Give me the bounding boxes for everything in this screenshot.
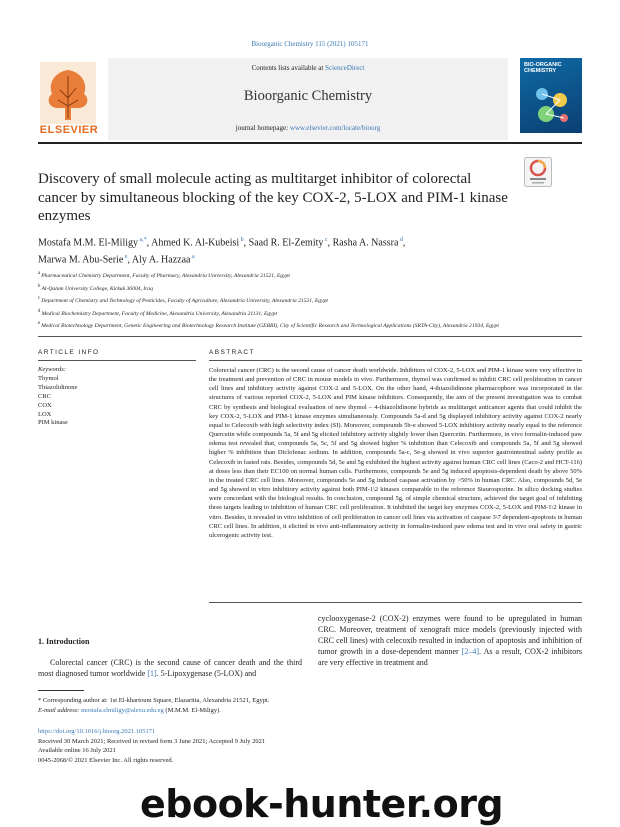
keywords-label: Keywords: bbox=[38, 366, 66, 373]
homepage-link[interactable]: www.elsevier.com/locate/bioorg bbox=[289, 124, 381, 132]
doi-link[interactable]: https://doi.org/10.1016/j.bioorg.2021.105171 bbox=[38, 728, 156, 735]
author-affiliation-marker[interactable]: d bbox=[398, 237, 403, 243]
introduction-heading: 1. Introduction bbox=[38, 637, 90, 646]
affiliation-divider bbox=[38, 336, 582, 337]
check-for-updates-icon[interactable] bbox=[524, 157, 552, 187]
watermark-text: ebook-hunter.org bbox=[140, 782, 504, 826]
copyright: 0045-2068/© 2021 Elsevier Inc. All rights reserved. bbox=[38, 756, 174, 764]
citation-link[interactable]: [2–4] bbox=[461, 647, 480, 656]
keywords-list bbox=[38, 375, 198, 428]
publication-info bbox=[38, 727, 438, 765]
keyword: LOX bbox=[38, 410, 52, 418]
author-separator: , bbox=[327, 237, 333, 249]
keyword: Thiazolidinone bbox=[38, 383, 78, 391]
affiliation-marker: b bbox=[38, 283, 42, 289]
elsevier-tree-logo-icon bbox=[38, 60, 98, 126]
affiliation: $^a$ Pharmaceutical Chemistry Department, Faculty of Pharmacy, Alexandria University, Alexandria 21521, Egypt bbox=[38, 271, 290, 279]
affiliation: $^b$ Al-Qalam University College, Kirkuk 36004, Iraq bbox=[38, 283, 153, 292]
author-separator: , bbox=[402, 237, 406, 249]
intro-paragraph-right: cyclooxygenase-2 (COX-2) enzymes were found to be upregulated in human CRC. Moreover, treatment of xenograft mice models (previously injected with CRC cell lines) with celecoxib resulted in induction of apoptosis and inhibition of tumor growth in a dose-dependent manner [2–4]. As a result, COX-2 inhibitors are very effective in treatment and bbox=[318, 614, 582, 667]
keyword: Thymol bbox=[38, 374, 59, 382]
header-divider bbox=[38, 142, 582, 144]
keyword: PIM kinase bbox=[38, 419, 68, 427]
corresponding-footnote bbox=[38, 696, 518, 715]
corresponding-address: * Corresponding author at: 1st El-khartoum Square, Elazaritta, Alexandria 21521, Egypt. bbox=[38, 697, 270, 704]
article-info-heading: ARTICLE INFO bbox=[38, 349, 100, 356]
citation-link[interactable]: [1] bbox=[147, 669, 157, 678]
journal-cover bbox=[520, 58, 582, 133]
author-separator: , bbox=[146, 237, 152, 249]
sciencedirect-link[interactable]: ScienceDirect bbox=[325, 64, 365, 72]
available-online: Available online 16 July 2021 bbox=[38, 747, 116, 754]
keyword: CRC bbox=[38, 392, 52, 400]
author-separator: , bbox=[243, 237, 249, 249]
journal-title: Bioorganic Chemistry bbox=[243, 88, 373, 104]
abstract-heading: ABSTRACT bbox=[209, 349, 255, 356]
article-info-divider bbox=[38, 360, 196, 361]
affiliation-list bbox=[38, 269, 582, 332]
author-separator: , bbox=[127, 254, 132, 266]
cover-title: BIO-ORGANIC CHEMISTRY bbox=[524, 62, 562, 74]
author-list bbox=[38, 233, 578, 268]
homepage-line: journal homepage: www.elsevier.com/locate/bioorg bbox=[235, 124, 381, 132]
abstract-text: Colorectal cancer (CRC) is the second cause of cancer death worldwide. Inhibitors of COX-2, 5-LOX and PIM-1 kinase were very effective in the treatment and prevention of CRC in mouse models in vivo. Furthermore, thymol was confirmed to inhibit CRC cell proliferation in cancer cell lines and inhibitory activity against COX-2 and 5-LOX. On the other hand, 4-thiazolidinone pharmacophore was incorporated in the structures of various reported COX-2, 5-LOX and PIM kinase inhibitors. Consequently, the aim of the present investigation was to combat CRC by synthesis and biological evaluation of new thymol – 4-thiazolidinone hybrids as multitarget anticancer agents that could inhibit the key COX-2, 5-LOX and PIM-1 kinase enzymes simultaneously. Compounds 5a-d and 5g displayed inhibitory activity against COX-2 nearly equal to Celecoxib with high selectivity index (SI). Moreover, compounds 5b-e showed 5-LOX inhibitory activity nearly equal to the reference Quercetin while compounds 5a, 5f and 5g elicited inhibitory activity slightly lower than Quercetin. Furthermore, in vivo formalin-induced paw edema test revealed that, compounds 5a, 5c, 5f and 5g showed higher % inhibition than Celecoxib and compounds 5a, 5f and 5g showed higher % inhibition than Diclofenac sodium. In addition, compounds 5a-c, 5e-g showed in vivo superior gastrointestinal safety profile as Celecoxib in fasted rats. Besides, compounds 5d, 5e and 5g exhibited the highest activity against human CRC cell lines (Caco-2 and HCT-116) at doses less than their EC100 on normal human cells. Furthermore, compounds 5e and 5g induced apoptosis-dependent death by above 50% in the treated CRC cell lines. Moreover, compounds 5e and 5g induced caspase activation by >50% in human CRC. Also, compounds 5d, 5e and 5g showed in vitro inhibitory activity against both PIM-1\2 kinases comparable to the reference Staurosporine. In silico docking studies were concordant with the biological results. In conclusion, compound 5g, of simple chemical structure, achieved the target goal of inhibiting three targets leading to inhibition of human CRC cell proliferation. It inhibited the target key enzymes COX-2, 5-LOX and PIM-1\2 kinase in vitro. Besides, it revealed in vitro inhibition of cell proliferation in cancer cell lines via activation of caspase 3\7 dependent-apoptosis in human CRC cell lines. In addition, it elicited in vivo anti-inflammatory activity in formalin-induced paw edema test and in vivo oral safety in gastric ulcerogenic activity test. bbox=[209, 367, 582, 539]
molecule-art-icon bbox=[528, 80, 574, 126]
affiliation: $^e$ Medical Biotechnology Department, Genetic Engineering and Biotechnology Research Institute (GEBRI), City of Scientific Research and Technological Applications (SRTA-City), Alexandria 21934, Egypt bbox=[38, 321, 499, 330]
author-affiliation-marker[interactable]: e bbox=[123, 254, 128, 261]
author-name: Rasha A. Nassra bbox=[332, 237, 399, 249]
affiliation-marker: c bbox=[38, 296, 42, 302]
journal-masthead bbox=[38, 58, 582, 140]
author-name: Mostafa M.M. El-Miligy bbox=[38, 237, 138, 249]
affiliation-marker: e bbox=[38, 321, 42, 327]
email-line: E-mail address: mostafa.elmiligy@alexu.edu.eg (M.M.M. El-Miligy). bbox=[38, 706, 221, 714]
masthead-center bbox=[108, 58, 508, 140]
footnote-divider bbox=[38, 690, 84, 691]
author-affiliation-marker[interactable]: b bbox=[239, 237, 244, 243]
affiliation: $^d$ Medical Biochemistry Department, Faculty of Medicine, Alexandria University, Alexandria 21131, Egypt bbox=[38, 308, 278, 317]
author-name: Ahmed K. Al-Kubeisi bbox=[151, 237, 240, 249]
elsevier-logo-text: ELSEVIER bbox=[39, 124, 99, 136]
keywords-block bbox=[38, 366, 198, 428]
author-affiliation-marker[interactable]: a bbox=[190, 254, 195, 261]
email-link[interactable]: mostafa.elmiligy@alexu.edu.eg bbox=[81, 706, 164, 714]
author-name: Aly A. Hazzaa bbox=[131, 254, 191, 266]
affiliation-marker: a bbox=[38, 271, 42, 276]
abstract-end-divider bbox=[209, 602, 582, 603]
intro-paragraph-left: Colorectal cancer (CRC) is the second cause of cancer death and the third most diagnosed tumor worldwide [1]. 5-Lipoxygenase (5-LOX) and bbox=[38, 658, 302, 678]
author-name: Saad R. El-Zemity bbox=[248, 237, 324, 249]
abstract-divider bbox=[209, 360, 582, 361]
journal-reference[interactable]: Bioorganic Chemistry 115 (2021) 105171 bbox=[251, 40, 369, 48]
keyword: COX bbox=[38, 401, 52, 409]
author-affiliation-marker[interactable]: a,* bbox=[138, 237, 147, 243]
author-name: Marwa M. Abu-Serie bbox=[38, 254, 124, 266]
article-title: Discovery of small molecule acting as multitarget inhibitor of colorectal cancer by simultaneous blocking of the key COX-2, 5-LOX and PIM-1 kinase enzymes bbox=[38, 171, 508, 224]
author-affiliation-marker[interactable]: c bbox=[323, 237, 328, 243]
received-dates: Received 30 March 2021; Received in revised form 3 June 2021; Accepted 9 July 2021 bbox=[38, 737, 266, 745]
affiliation: $^c$ Department of Chemistry and Technology of Pesticides, Faculty of Agriculture, Alexandria University, Alexandria 21521, Egypt bbox=[38, 296, 328, 304]
contents-line: Contents lists available at ScienceDirect bbox=[251, 64, 365, 72]
affiliation-marker: d bbox=[38, 308, 42, 314]
